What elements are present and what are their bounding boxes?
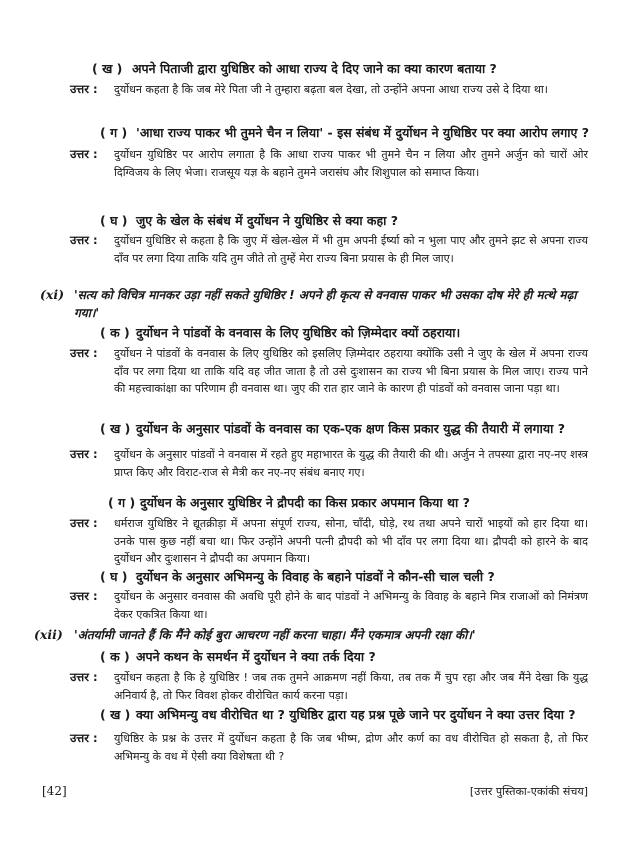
answer-label: उत्तर : (70, 82, 98, 96)
qa-block (0, 706, 638, 765)
question-text: अपने पिताजी द्वारा युधिष्ठिर को आधा राज्य दे दिए जाने का क्या कारण बताया ? (132, 61, 497, 76)
book-title: [उत्तर पुस्तिका-एकांकी संचय] (469, 785, 588, 798)
answer-label: उत्तर : (70, 447, 98, 461)
question-label: ( ख ) (100, 707, 131, 722)
question-label: ( घ ) (100, 213, 128, 228)
answer-text: दुर्योधन ने पांडवों के वनवास के लिए युधिष्ठिर को इसलिए ज़िम्मेदार ठहराया क्योंकि उसी ने जुए के खेल में अपना राज्य दाँव पर लगा दिया था ताकि यदि वह जीत जाता है तो उसे दुःशासन का राज्य भी बिना प्रयास के मिल जाए। राज्य पाने की महत्त्वाकांक्षा का परिणाम ही वनवास था। जुए की रात हार जाने के कारण ही पांडवों को वनवास जाना पड़ा था। (114, 347, 588, 395)
answer-text: दुर्योधन युधिष्ठिर से कहता है कि जुए में खेल-खेल में भी तुम अपनी ईर्ष्या को न भुला पाए और तुमने झट से अपना राज्य दाँव पर लगा दिया ताकि यदि तुम जीते तो तुम्हें मेरा राज्य बिना प्रयास के ही मिल जाए। (114, 234, 588, 265)
qa-block (0, 124, 638, 181)
qa-block (0, 212, 638, 267)
question-label: ( घ ) (100, 569, 128, 584)
answer-text: दुर्योधन के अनुसार पांडवों ने वनवास में रहते हुए महाभारत के युद्ध की तैयारी की थी। अर्जुन ने तपस्या द्वारा नए-नए शस्त्र प्राप्त किए और विराट-राज से मैत्री कर नए-नए संबंध बनाए गए। (114, 448, 588, 479)
question-text: दुर्योधन के अनुसार युधिष्ठिर ने द्रौपदी का किस प्रकार अपमान किया था ? (140, 495, 470, 510)
question-label: ( ख ) (100, 421, 131, 436)
question-text: दुर्योधन के अनुसार अभिमन्यु के विवाह के बहाने पांडवों ने कौन-सी चाल चली ? (136, 569, 495, 584)
question-label: ( क ) (100, 649, 130, 664)
answer-text: दुर्योधन युधिष्ठिर पर आरोप लगाता है कि आधा राज्य पाकर भी तुमने चैन न लिया और तुमने अर्जुन को चारों ओर दिग्विजय के लिए भेजा। राजसूय यज्ञ के बहाने तुमने जरासंघ और शिशुपाल को समाप्त किया। (114, 148, 588, 179)
section-number: (xii) (34, 627, 63, 642)
answer-text: युधिष्ठिर के प्रश्न के उत्तर में दुर्योधन कहता है कि जब भीष्म, द्रोण और कर्ण का वध वीरोचित हो सकता है, तो फिर अभिमन्यु के वध में ऐसी क्या विशेषता थी ? (114, 732, 588, 763)
qa-block (0, 324, 638, 398)
answer-label: उत्तर : (70, 346, 98, 360)
answer-text: दुर्योधन के अनुसार वनवास की अवधि पूरी होने के बाद पांडवों ने अभिमन्यु के विवाह के बहाने मित्र राजाओं को निमंत्रण देकर एकत्रित किया था। (114, 590, 588, 621)
answer-text: धर्मराज युधिष्ठिर ने द्यूतक्रीड़ा में अपना संपूर्ण राज्य, सोना, चाँदी, घोड़े, रथ तथा अपने चारों भाइयों को हार दिया था। उनके पास कुछ नहीं बचा था। फिर उन्होंने अपनी पत्नी द्रौपदी को भी दाँव पर लगा दिया था। द्रौपदी को हारने के बाद दुर्योधन और दुःशासन ने द्रौपदी का अपमान किया। (114, 517, 588, 565)
page-number: [42] (42, 784, 67, 798)
qa-block (0, 568, 638, 623)
qa-block (0, 420, 638, 481)
answer-label: उत्तर : (70, 731, 98, 745)
question-label: ( ग ) (108, 495, 136, 510)
question-text: जुए के खेल के संबंध में दुर्योधन ने युधिष्ठिर से क्या कहा ? (136, 213, 398, 228)
question-text: दुर्योधन ने पांडवों के वनवास के लिए युधिष्ठिर को ज़िम्मेदार क्यों ठहराया। (136, 325, 461, 340)
answer-label: उत्तर : (70, 516, 98, 530)
section-xi-quote (40, 286, 590, 322)
question-label: ( ग ) (100, 125, 128, 140)
section-xii-quote (34, 626, 590, 644)
answer-label: उत्तर : (70, 670, 98, 684)
answer-label: उत्तर : (70, 589, 98, 603)
section-number: (xi) (40, 287, 65, 302)
answer-text: दुर्योधन कहता है कि हे युधिष्ठिर ! जब तक तुमने आक्रमण नहीं किया, तब तक मैं चुप रहा और जब मैंने देखा कि युद्ध अनिवार्य है, तो फिर विवश होकर वीरोचित कार्य करना पड़ा। (114, 671, 588, 702)
question-label: ( ख ) (92, 61, 123, 76)
question-label: ( क ) (100, 325, 130, 340)
qa-block (0, 494, 638, 568)
section-quote: 'अंतर्यामी जानते हैं कि मैंने कोई बुरा आचरण नहीं करना चाहा। मैंने एकमात्र अपनी रक्षा की।' (74, 628, 476, 642)
question-text: अपने कथन के समर्थन में दुर्योधन ने क्या तर्क दिया ? (136, 649, 376, 664)
section-quote: 'सत्य को विचित्र मानकर उड़ा नहीं सकते युधिष्ठिर ! अपने ही कृत्य से वनवास पाकर भी उसका दोष मेरे ही मत्थे मढ़ा गया।' (74, 288, 577, 320)
question-text: क्या अभिमन्यु वध वीरोचित था ? युधिष्ठिर द्वारा यह प्रश्न पूछे जाने पर दुर्योधन ने क्या उत्तर दिया ? (136, 707, 576, 722)
answer-text: दुर्योधन कहता है कि जब मेरे पिता जी ने तुम्हारा बढ़ता बल देखा, तो उन्होंने अपना आधा राज्य उसे दे दिया था। (114, 83, 548, 96)
answer-label: उत्तर : (70, 233, 98, 247)
answer-label: उत्तर : (70, 147, 98, 161)
qa-block (0, 60, 638, 99)
question-text: 'आधा राज्य पाकर भी तुमने चैन न लिया' - इस संबंध में दुर्योधन ने युधिष्ठिर पर क्या आरोप लगाए ? (136, 125, 590, 140)
question-text: दुर्योधन के अनुसार पांडवों के वनवास का एक-एक क्षण किस प्रकार युद्ध की तैयारी में लगाया ? (136, 421, 566, 436)
qa-block (0, 648, 638, 704)
